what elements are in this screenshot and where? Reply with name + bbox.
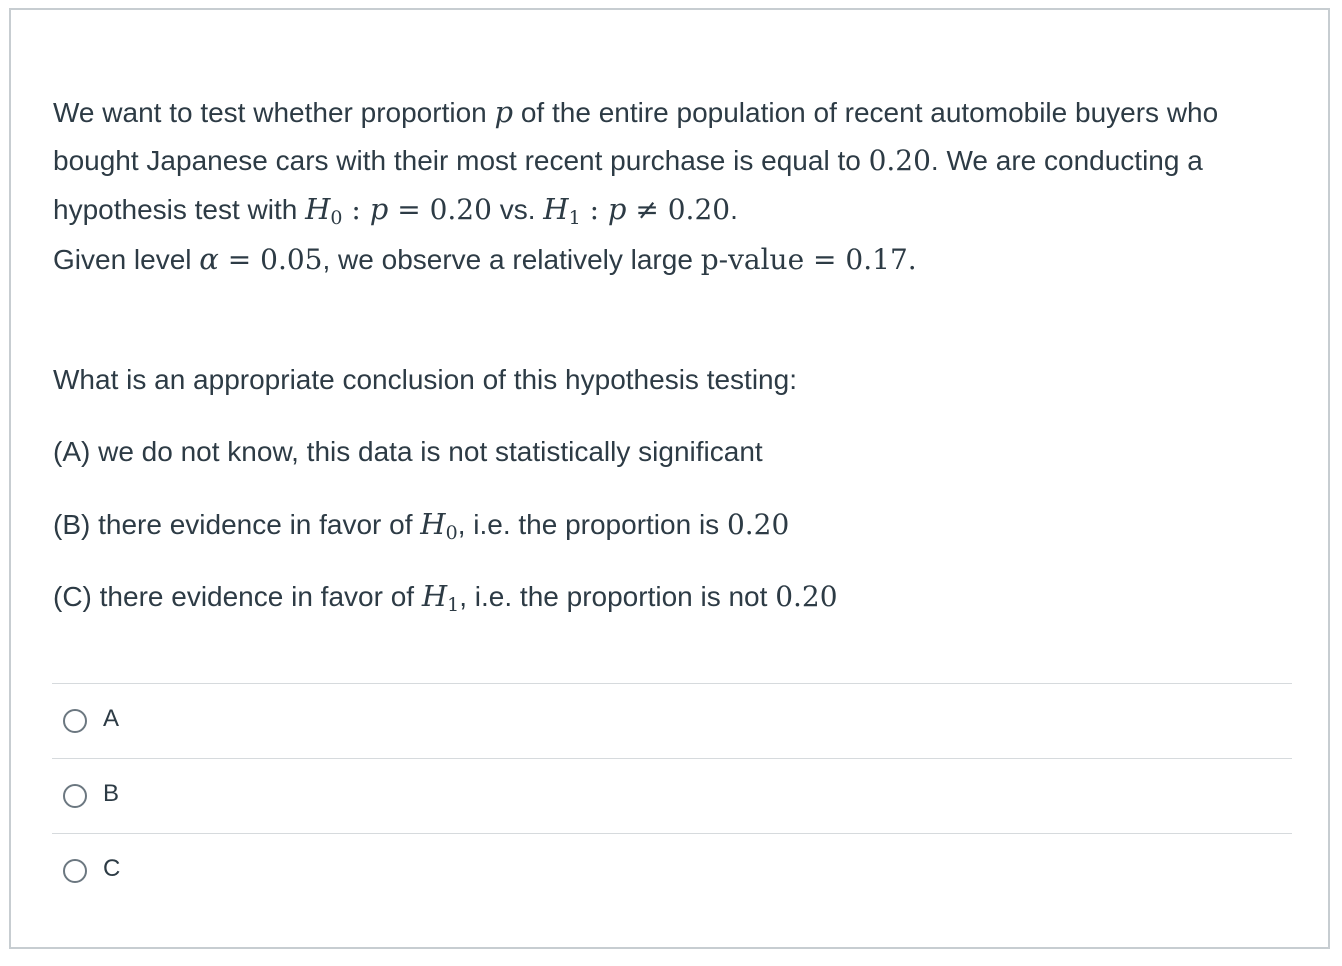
math-h0: H: [420, 507, 446, 541]
text-span: of the entire population of recent automobile buyers who bought Japanese cars with their most recent purchase is equal to: [53, 97, 1219, 176]
option-c-text: [53, 572, 838, 629]
math-value: 0.20: [868, 144, 931, 177]
math-p: p: [369, 192, 389, 226]
radio-button-a[interactable]: [63, 709, 87, 733]
text-span: , we observe a relatively large: [322, 244, 701, 275]
math-p: p: [607, 192, 627, 226]
radio-button-c[interactable]: [63, 859, 87, 883]
text-span: .: [730, 194, 738, 225]
math-pvalue-label: p-value: [700, 243, 805, 276]
option-b-text: [53, 500, 789, 557]
math-p: p: [494, 95, 514, 129]
radio-button-b[interactable]: [63, 784, 87, 808]
text-span: .: [907, 243, 917, 276]
math-colon: :: [580, 193, 608, 226]
answer-label-c[interactable]: C: [103, 855, 121, 882]
text-span: (C) there evidence in favor of: [53, 581, 422, 612]
math-h1-value: ≠ 0.20: [626, 193, 731, 226]
answer-label-a[interactable]: A: [103, 705, 120, 732]
math-h0-sub: 0: [445, 522, 458, 544]
question-card: [9, 8, 1330, 949]
math-alpha: α: [199, 242, 219, 276]
text-span: , i.e. the proportion is: [457, 509, 727, 540]
answer-option-c[interactable]: [52, 833, 1292, 908]
math-h1-sub: 1: [568, 207, 581, 229]
answer-list: [52, 683, 1292, 908]
math-h1-sub: 1: [447, 594, 460, 616]
math-colon: :: [342, 193, 370, 226]
math-alpha-value: = 0.05: [218, 243, 323, 276]
math-h1: H: [543, 192, 569, 226]
math-h0-sub: 0: [330, 207, 343, 229]
question-paragraph-2: [53, 235, 917, 284]
answer-option-a[interactable]: [52, 683, 1292, 758]
answer-option-b[interactable]: [52, 758, 1292, 833]
math-value: 0.20: [775, 580, 838, 613]
question-prompt: What is an appropriate conclusion of this hypothesis testing:: [53, 364, 797, 395]
option-a-text: (A) we do not know, this data is not statistically significant: [53, 436, 763, 467]
math-h0: H: [305, 192, 331, 226]
text-span: , i.e. the proportion is not: [459, 581, 776, 612]
math-h1: H: [421, 579, 448, 613]
question-paragraph-1: [53, 88, 1293, 242]
text-span: We want to test whether proportion: [53, 97, 495, 128]
math-value: 0.20: [726, 508, 790, 541]
text-span: . We are conducting a hypothesis test with: [53, 145, 1203, 225]
math-h0-value: = 0.20: [388, 193, 492, 226]
text-span: Given level: [53, 244, 200, 275]
text-span: (B) there evidence in favor of: [53, 509, 421, 540]
math-pvalue-value: = 0.17: [804, 243, 908, 276]
answer-label-b[interactable]: B: [103, 780, 120, 807]
text-span: vs.: [491, 194, 544, 225]
